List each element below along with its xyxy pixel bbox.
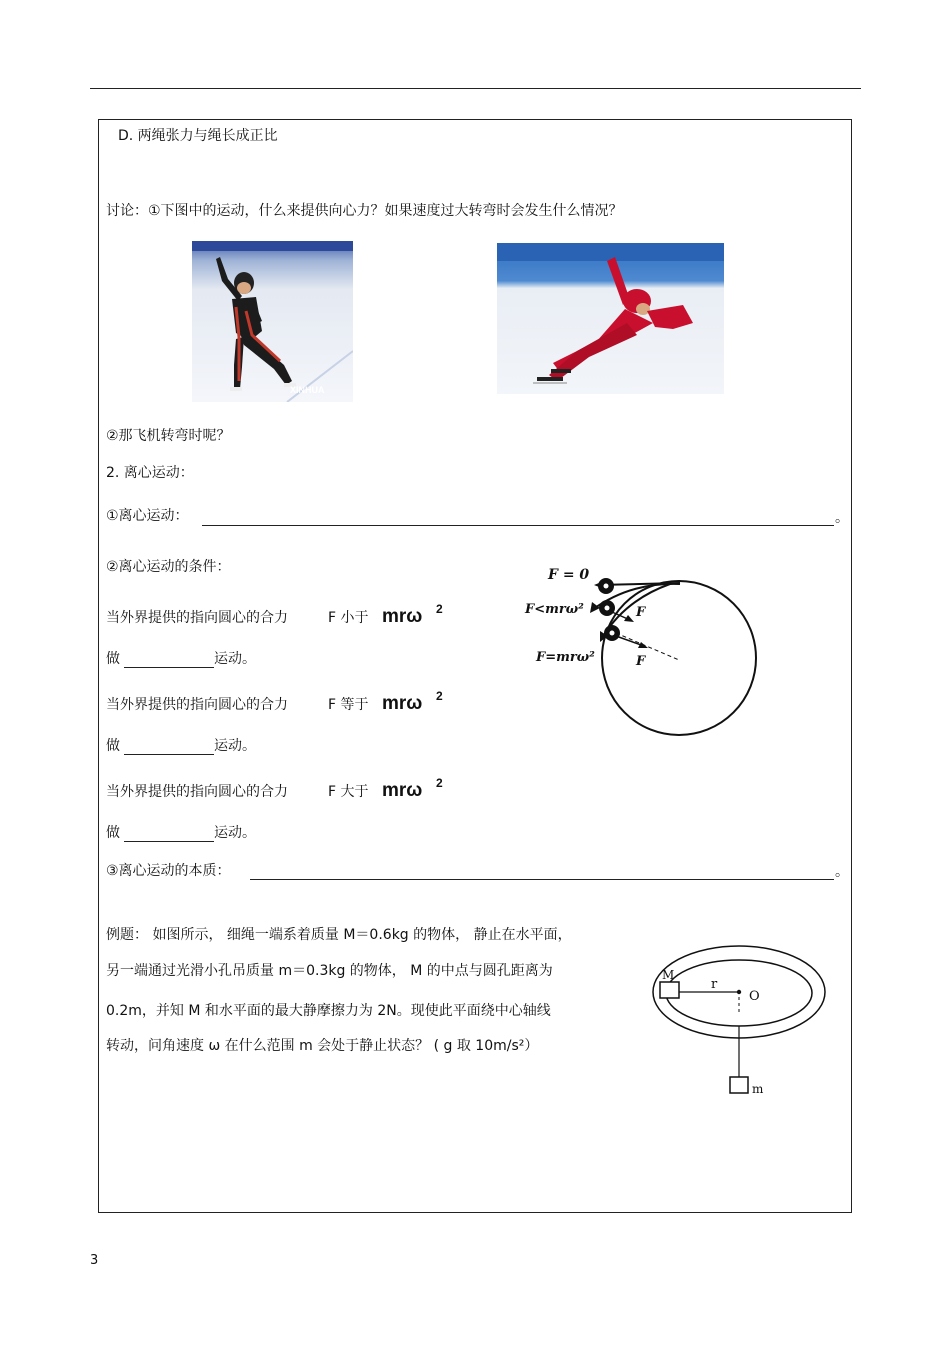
photo-watermark: XINHUA (290, 385, 325, 395)
label-radius-r: r (711, 977, 718, 992)
turntable-diagram (648, 940, 830, 1100)
condition-greater-prefix: 当外界提供的指向圆心的合力 (106, 784, 288, 800)
label-f-zero: F = 0 (548, 567, 590, 583)
essence-blank[interactable] (250, 879, 834, 880)
do-word: 做 (106, 651, 120, 667)
label-mass-m: m (752, 1082, 764, 1096)
option-d: D. 两绳张力与绳长成正比 (118, 128, 278, 144)
short-track-skater-photo (497, 243, 724, 394)
definition-blank[interactable] (202, 525, 834, 526)
speed-skater-photo (192, 241, 353, 402)
motion-word: 运动。 (214, 825, 256, 841)
do-word: 做 (106, 825, 120, 841)
header-rule (90, 88, 861, 89)
condition-equal-text: F 等于 (328, 697, 369, 713)
example-line-3: 0.2m，并知 M 和水平面的最大静摩擦力为 2N。现使此平面绕中心轴线 (106, 1003, 551, 1019)
label-f-equal: F=mrω² (536, 650, 595, 665)
condition-greater-text: F 大于 (328, 784, 369, 800)
condition-equal-prefix: 当外界提供的指向圆心的合力 (106, 697, 288, 713)
label-force-1: F (636, 605, 646, 620)
condition-less-text: F 小于 (328, 610, 369, 626)
do-word: 做 (106, 738, 120, 754)
square-sup: 2 (436, 689, 443, 703)
plane-question: ②那飞机转弯时呢？ (106, 428, 231, 444)
example-line-2: 另一端通过光滑小孔吊质量 m＝0.3kg 的物体， M 的中点与圆孔距离为 (106, 963, 553, 979)
period: 。 (835, 510, 849, 526)
mr-omega: mrω (382, 780, 423, 801)
answer-blank-1[interactable] (124, 667, 214, 668)
example-line-4: 转动，问角速度 ω 在什么范围 m 会处于静止状态？ ( g 取 10m/s²） (106, 1038, 539, 1054)
section-centrifugal: 2. 离心运动： (106, 465, 194, 481)
square-sup: 2 (436, 776, 443, 790)
label-center-O: O (749, 989, 760, 1004)
page-number: 3 (90, 1253, 99, 1268)
motion-word: 运动。 (214, 651, 256, 667)
discussion-question: 讨论：①下图中的运动，什么来提供向心力？如果速度过大转弯时会发生什么情况？ (106, 203, 623, 219)
condition-less-prefix: 当外界提供的指向圆心的合力 (106, 610, 288, 626)
answer-blank-2[interactable] (124, 754, 214, 755)
mr-omega: mrω (382, 693, 423, 714)
motion-word: 运动。 (214, 738, 256, 754)
period: 。 (835, 864, 849, 880)
square-sup: 2 (436, 602, 443, 616)
answer-blank-3[interactable] (124, 841, 214, 842)
example-line-1: 例题： 如图所示， 细绳一端系着质量 M＝0.6kg 的物体， 静止在水平面， (106, 927, 572, 943)
label-mass-M: M (662, 968, 675, 982)
label-force-2: F (636, 654, 646, 669)
mr-omega: mrω (382, 606, 423, 627)
centrifugal-diagram (520, 560, 765, 745)
label-f-less: F<mrω² (525, 602, 584, 617)
essence-label: ③离心运动的本质： (106, 863, 231, 879)
definition-label: ①离心运动： (106, 508, 189, 524)
conditions-label: ②离心运动的条件： (106, 559, 231, 575)
